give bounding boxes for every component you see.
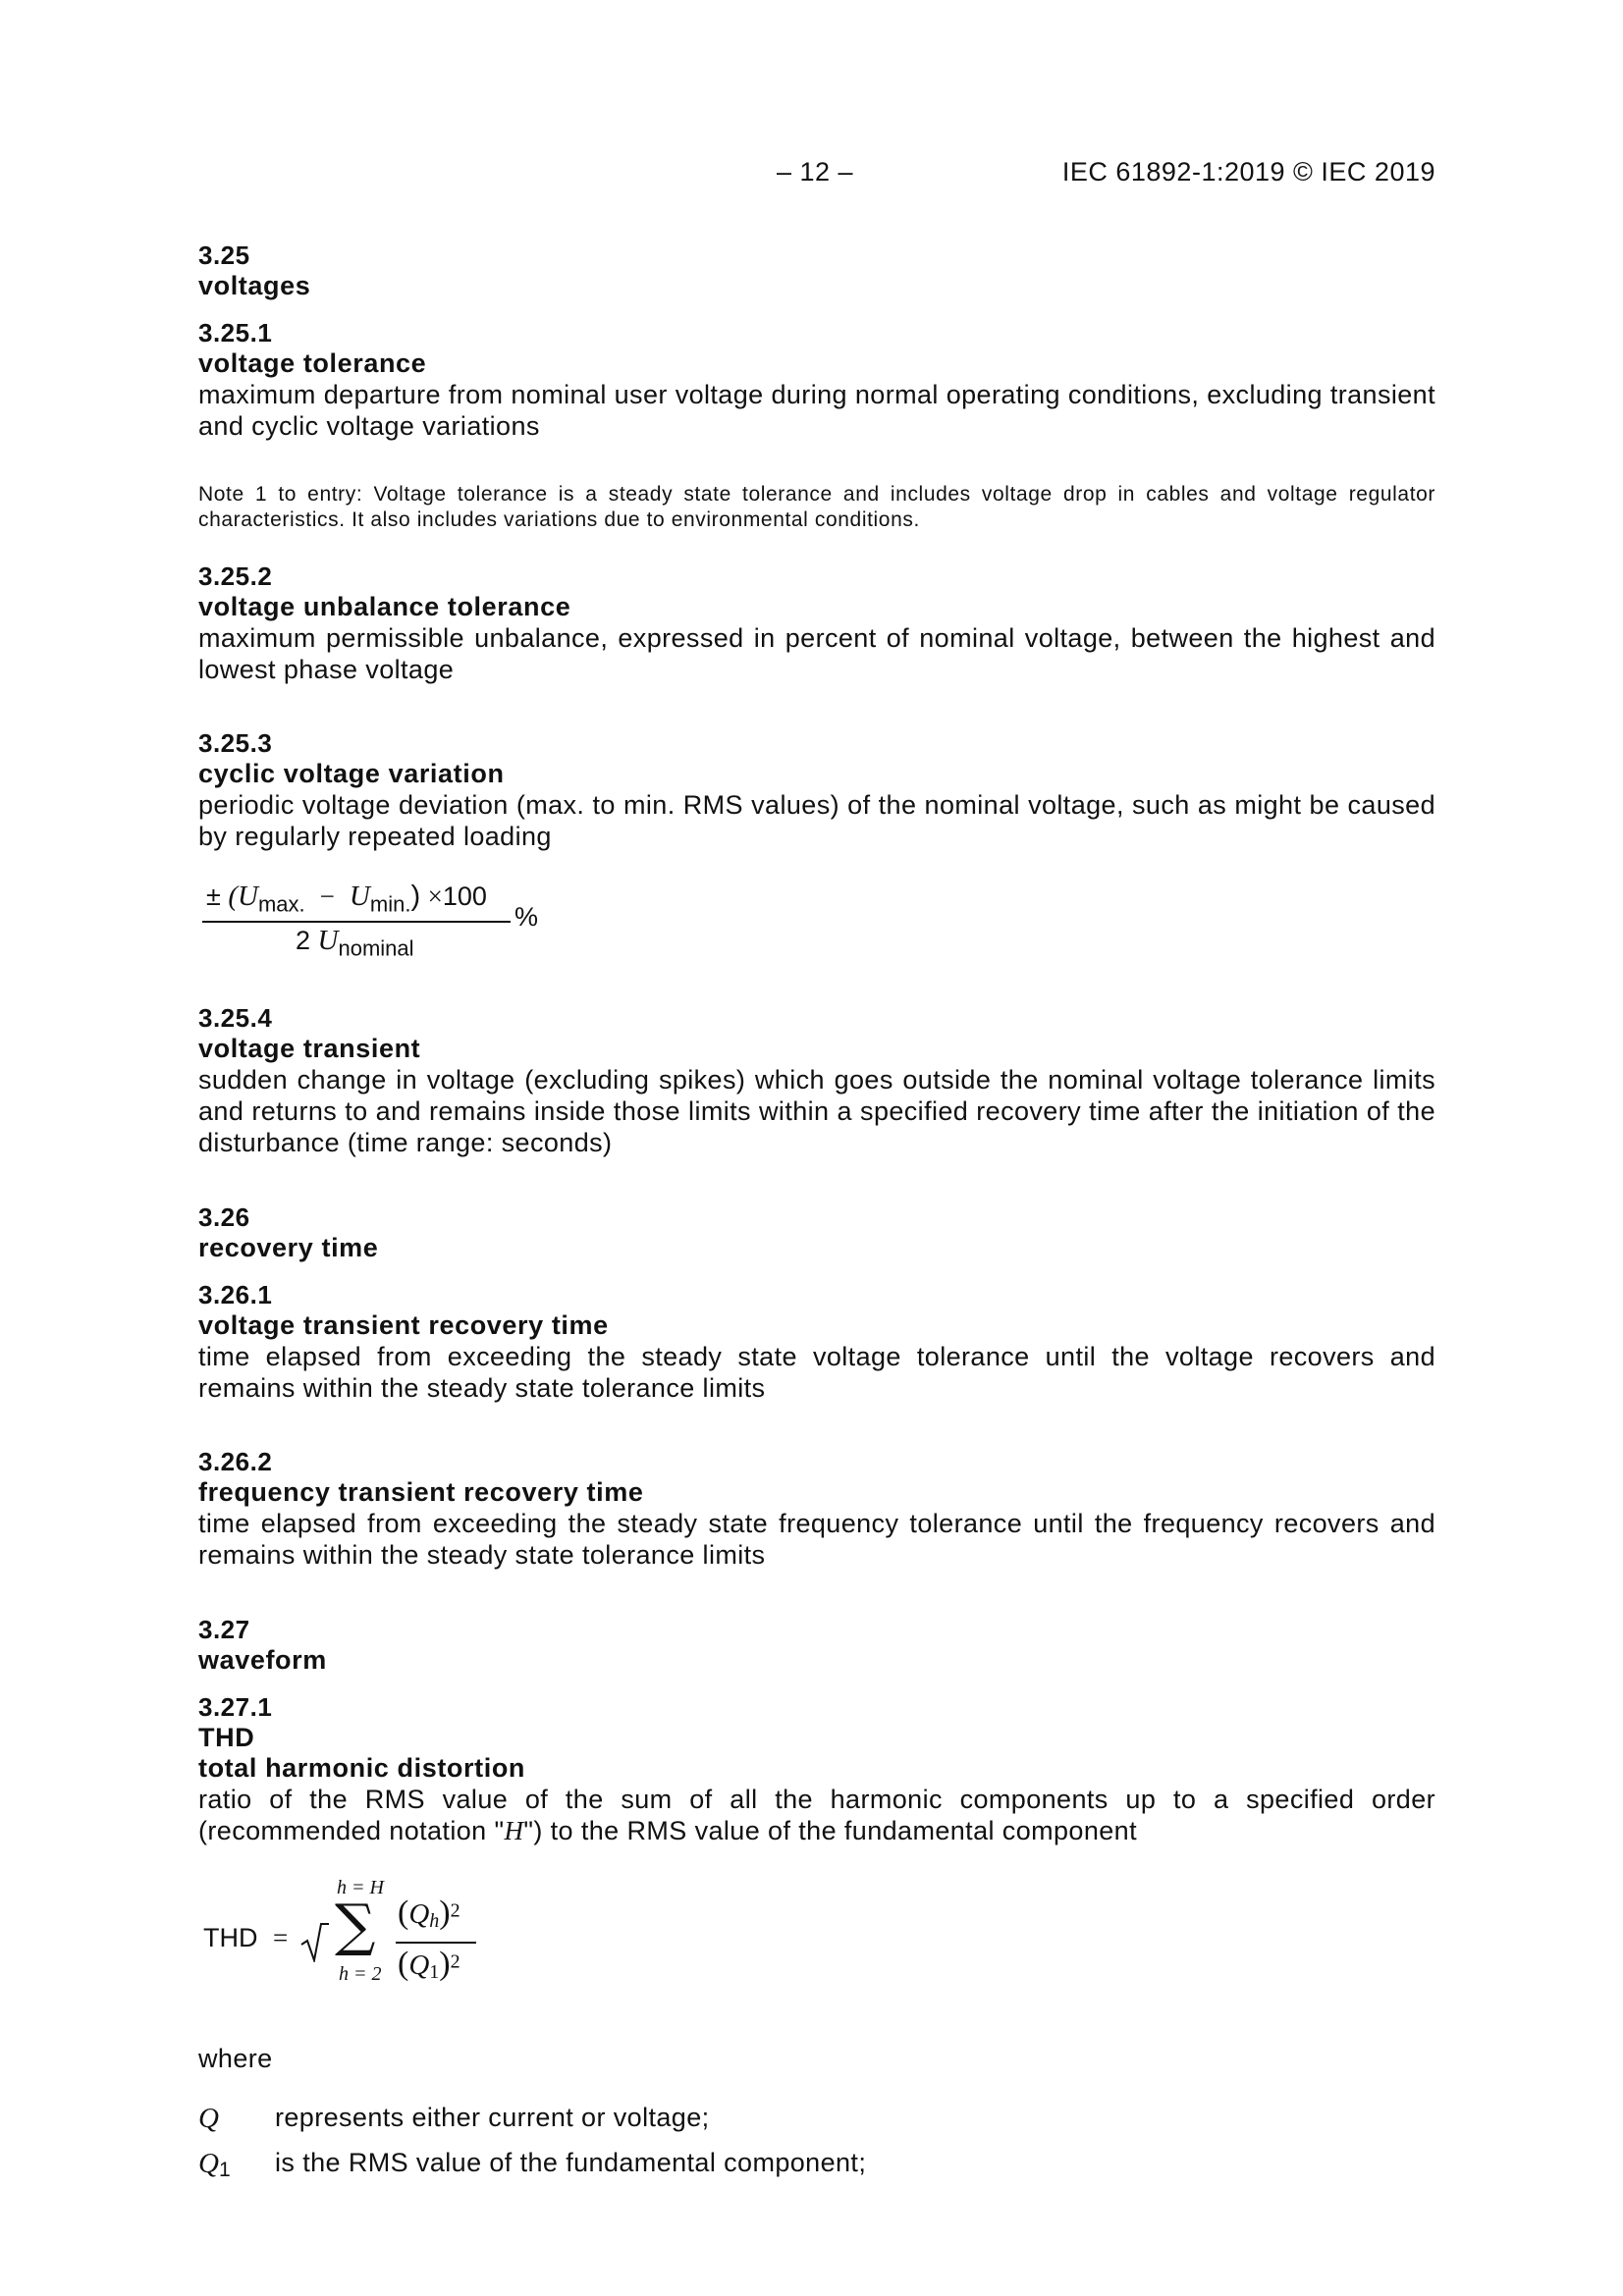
percent-sign: %: [514, 902, 539, 932]
section-term: voltage unbalance tolerance: [198, 592, 571, 621]
section-number: 3.25.1: [198, 318, 273, 347]
thd-formula: [201, 1877, 496, 2004]
formula-denominator: 2 $U_{nominal}$: [296, 925, 414, 961]
section-term: cyclic voltage variation: [198, 759, 505, 788]
section-abbreviation: THD: [198, 1723, 255, 1752]
section-number: 3.26: [198, 1202, 250, 1232]
cyclic-voltage-formula: [202, 881, 556, 969]
section-term: recovery time: [198, 1233, 379, 1262]
symbol-definition-text: is the RMS value of the fundamental component;: [275, 2148, 867, 2177]
section-term: voltage tolerance: [198, 348, 427, 378]
fraction-bar: [396, 1942, 476, 1944]
note-to-entry: Note 1 to entry: Voltage tolerance is a steady state tolerance and includes voltage drop in cables and voltage regulator characteristics. It also includes variations due to environmental conditions.: [198, 483, 1435, 531]
section-term: voltages: [198, 271, 311, 300]
fraction-denominator: $(Q_1)^2$: [398, 1946, 460, 1984]
section-number: 3.26.1: [198, 1280, 273, 1309]
where-label: where: [198, 2044, 273, 2073]
symbol-definition-text: represents either current or voltage;: [275, 2103, 710, 2132]
definition-text: maximum departure from nominal user voltage during normal operating conditions, excluding transient and cyclic voltage variations: [198, 380, 1435, 441]
summation-icon: ∑: [335, 1892, 376, 1958]
section-number: 3.25: [198, 240, 250, 270]
section-term: frequency transient recovery time: [198, 1477, 644, 1507]
fraction-numerator: $(Q_h)^2$: [398, 1895, 460, 1933]
equals-sign: =: [273, 1923, 289, 1952]
section-number: 3.27.1: [198, 1692, 273, 1722]
page-number: – 12 –: [777, 157, 854, 187]
formula-lhs: THD: [203, 1923, 258, 1952]
section-number: 3.25.3: [198, 728, 273, 758]
symbol-definition-row: [198, 2103, 219, 2135]
definition-text: sudden change in voltage (excluding spikes) which goes outside the nominal voltage tolerance limits and returns to and remains inside those limits within a specified recovery time after the initiation of the disturbance (time range: seconds): [198, 1065, 1435, 1157]
definition-text: time elapsed from exceeding the steady state voltage tolerance until the voltage recovers and remains within the steady state tolerance limits: [198, 1342, 1435, 1403]
square-root-icon: [299, 1921, 329, 1962]
symbol-definition-row: [198, 2148, 231, 2182]
section-term: waveform: [198, 1645, 327, 1675]
sum-upper-limit: h = H: [337, 1877, 384, 1898]
symbol-subscript: 1: [218, 2159, 231, 2182]
section-term: total harmonic distortion: [198, 1753, 526, 1783]
definition-text: maximum permissible unbalance, expressed in percent of nominal voltage, between the highest and lowest phase voltage: [198, 623, 1435, 684]
definition-text: ratio of the RMS value of the sum of all the harmonic components up to a specified order (recommended notation "H") to the RMS value of the fundamental component: [198, 1785, 1435, 1845]
section-number: 3.25.4: [198, 1003, 273, 1033]
section-number: 3.26.2: [198, 1447, 273, 1476]
formula-numerator: ± $(U_{max.} - U_{min.}) \times 100$: [206, 881, 487, 917]
definition-text: periodic voltage deviation (max. to min. RMS values) of the nominal voltage, such as might be caused by regularly repeated loading: [198, 790, 1435, 851]
symbol: Q: [198, 2148, 219, 2179]
definition-text: time elapsed from exceeding the steady state frequency tolerance until the frequency recovers and remains within the steady state tolerance limits: [198, 1509, 1435, 1570]
section-number: 3.25.2: [198, 561, 273, 591]
standard-reference: IEC 61892-1:2019 © IEC 2019: [1061, 157, 1435, 187]
section-term: voltage transient: [198, 1034, 421, 1063]
section-term: voltage transient recovery time: [198, 1310, 609, 1340]
sum-lower-limit: h = 2: [339, 1963, 382, 1985]
symbol: Q: [198, 2103, 219, 2134]
fraction-bar: [202, 921, 511, 923]
section-number: 3.27: [198, 1615, 250, 1644]
